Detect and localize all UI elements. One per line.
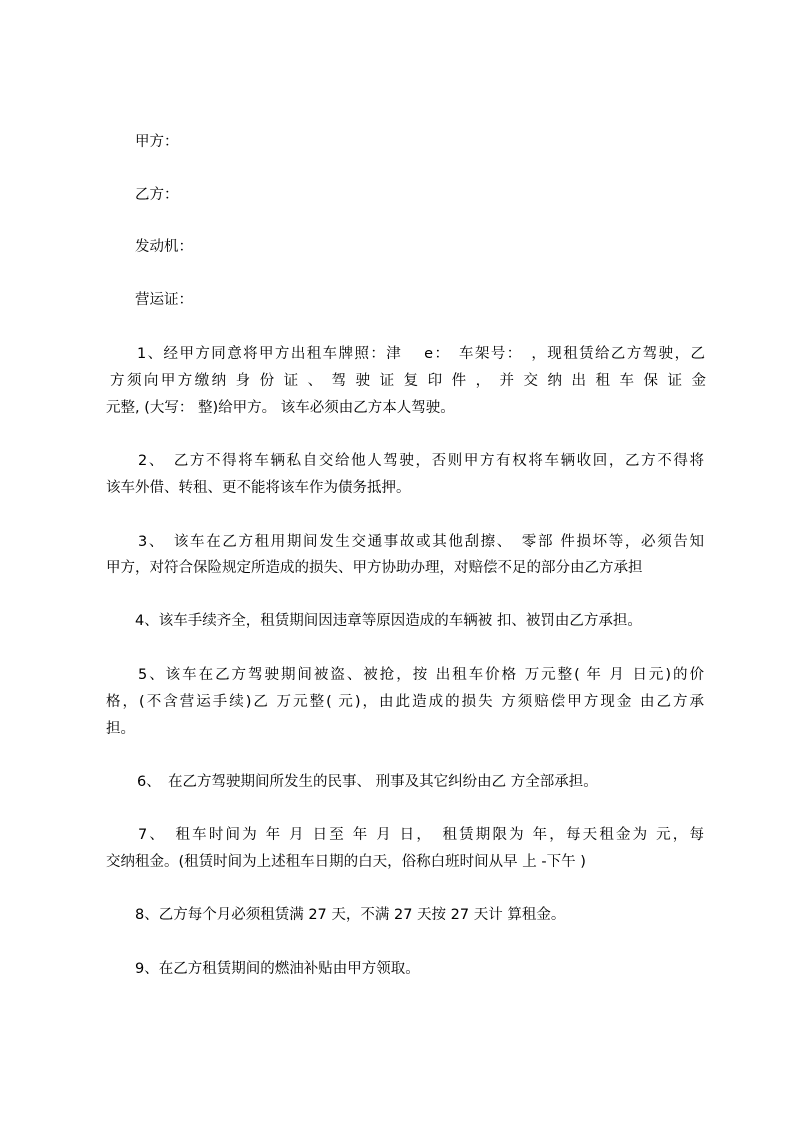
engine-label: 发动机： xyxy=(135,239,193,255)
clause-9-line-1: 9、在乙方租赁期间的燃油补贴由甲方领取。 xyxy=(135,961,420,977)
clause-3-line-1: 3、 该车在乙方租用期间发生交通事故或其他刮擦、 零部 件损坏等，必须告知 xyxy=(138,534,704,550)
clause-7-line-2: 交纳租金。(租赁时间为上述租车日期的白天，俗称白班时间从早 上 -下午 ) xyxy=(106,854,586,870)
clause-6-line-1: 6、 在乙方驾驶期间所发生的民事、 刑事及其它纠纷由乙 方全部承担。 xyxy=(137,774,598,790)
clause-5-line-2: 格，(不含营运手续)乙 万元整( 元)，由此造成的损失 方须赔偿甲方现金 由乙方承 xyxy=(106,694,704,710)
clause-4-line-1: 4、该车手续齐全，租赁期间因违章等原因造成的车辆被 扣、被罚由乙方承担。 xyxy=(135,613,642,629)
party-a-label: 甲方： xyxy=(135,134,179,150)
clause-1-line-2: 方须向甲方缴纳 身 份 证 、 驾 驶 证 复 印 件 ， 并 交 纳 出 租 车 保 证 金 xyxy=(110,373,706,389)
clause-1-line-1: 1、经甲方同意将甲方出租车牌照：津 e： 车架号： ，现租赁给乙方驾驶，乙 xyxy=(137,346,705,362)
clause-2-line-2: 该车外借、转租、更不能将该车作为债务抵押。 xyxy=(106,480,411,496)
clause-2-line-1: 2、 乙方不得将车辆私自交给他人驾驶，否则甲方有权将车辆收回，乙方不得将 xyxy=(138,453,704,469)
clause-5-line-1: 5、该车在乙方驾驶期间被盗、被抢，按 出租车价格 万元整( 年 月 日元)的价 xyxy=(138,667,704,683)
clause-5-line-3: 担。 xyxy=(106,721,135,737)
clause-8-line-1: 8、乙方每个月必须租赁满 27 天，不满 27 天按 27 天计 算租金。 xyxy=(135,907,566,923)
clause-1-line-3: 元整, (大写： 整)给甲方。 该车必须由乙方本人驾驶。 xyxy=(106,400,455,416)
party-b-label: 乙方： xyxy=(135,187,179,203)
license-label: 营运证： xyxy=(135,292,193,308)
clause-7-line-1: 7、 租车时间为 年 月 日至 年 月 日， 租赁期限为 年，每天租金为 元，每 xyxy=(138,827,704,843)
clause-3-line-2: 甲方，对符合保险规定所造成的损失、甲方协助办理，对赔偿不足的部分由乙方承担 xyxy=(106,560,643,576)
